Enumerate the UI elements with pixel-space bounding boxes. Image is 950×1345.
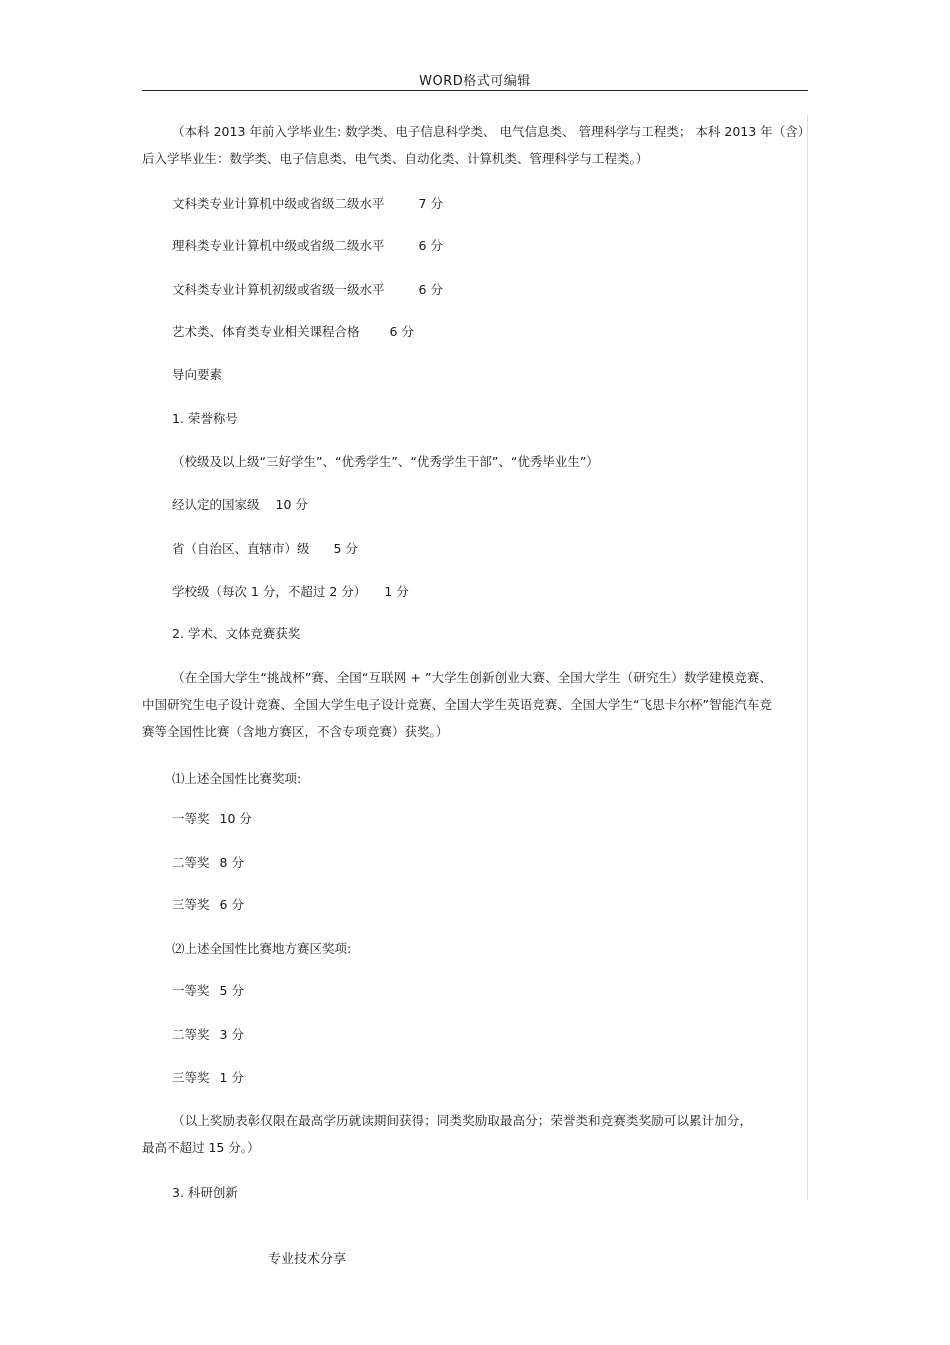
honor-school-label: 学校级（每次 1 分，不超过 2 分） [172, 584, 367, 599]
research-heading: 3. 科研创新 [172, 1185, 238, 1200]
computer-science-mid [172, 232, 443, 259]
honor-national-label: 经认定的国家级 [172, 497, 260, 512]
computer-liberal-basic [172, 276, 443, 303]
computer-liberal-mid-label: 文科类专业计算机中级或省级二级水平 [172, 196, 385, 211]
competition-national-second [172, 849, 244, 876]
computer-science-mid-label: 理科类专业计算机中级或省级二级水平 [172, 238, 385, 253]
award-score: 5 分 [219, 983, 244, 998]
competition-desc-paragraph [142, 664, 772, 745]
award-score: 10 分 [219, 811, 252, 826]
computer-arts-sports-label: 艺术类、体育类专业相关课程合格 [172, 324, 360, 339]
competition-national-first [172, 805, 252, 832]
honor-national [172, 491, 308, 518]
honor-provincial-label: 省（自治区、直辖市）级 [172, 541, 310, 556]
margin-line [807, 115, 808, 1200]
intro-paragraph [142, 118, 804, 172]
competition-heading: 2. 学术、文体竞赛获奖 [172, 626, 301, 641]
computer-arts-sports-score: 6 分 [389, 324, 414, 339]
honor-heading: 1. 荣誉称号 [172, 411, 238, 426]
competition-desc: （在全国大学生“挑战杯”赛、全国“互联网 + ”大学生创新创业大赛、全国大学生（研究生）数学建模竞赛、中国研究生电子设计竞赛、全国大学生电子设计竞赛、全国大学生英语竞赛、全国大学生“飞思卡尔杯”智能汽车竞赛等全国性比赛（含地方赛区，不含专项竞赛）获奖。） [142, 670, 772, 739]
award-label: 二等奖 [172, 1027, 210, 1042]
award-label: 一等奖 [172, 983, 210, 998]
award-score: 1 分 [219, 1070, 244, 1085]
competition-regional-title: ⑵上述全国性比赛地方赛区奖项: [172, 941, 352, 956]
computer-science-mid-score: 6 分 [418, 238, 443, 253]
award-score: 3 分 [219, 1027, 244, 1042]
competition-note: （以上奖励表彰仅限在最高学历就读期间获得；同类奖励取最高分；荣誉类和竞赛类奖励可以累计加分，最高不超过 15 分。） [142, 1113, 752, 1155]
honor-school-score: 1 分 [384, 584, 409, 599]
competition-regional-third [172, 1064, 244, 1091]
computer-liberal-mid-score: 7 分 [418, 196, 443, 211]
honor-national-score: 10 分 [275, 497, 308, 512]
guidance-title: 导向要素 [172, 367, 223, 382]
honor-provincial [172, 535, 358, 562]
competition-regional-first [172, 977, 244, 1004]
competition-regional-second [172, 1021, 244, 1048]
award-label: 二等奖 [172, 855, 210, 870]
award-score: 8 分 [219, 855, 244, 870]
competition-national-title: ⑴上述全国性比赛奖项: [172, 771, 302, 786]
competition-note-paragraph [142, 1107, 752, 1161]
intro-text: （本科 2013 年前入学毕业生: 数学类、电子信息科学类、 电气信息类、 管理科学与工程类； 本科 2013 年（含）后入学毕业生：数学类、电子信息类、电气类、自动化类、计算机类、管理科学与工程类。） [142, 124, 804, 166]
computer-arts-sports [172, 318, 414, 345]
award-label: 一等奖 [172, 811, 210, 826]
page-footer: 专业技术分享 [268, 1252, 347, 1267]
award-score: 6 分 [219, 897, 244, 912]
competition-national-third [172, 891, 244, 918]
header-rule [142, 90, 808, 91]
computer-liberal-mid [172, 190, 443, 217]
award-label: 三等奖 [172, 1070, 210, 1085]
computer-liberal-basic-score: 6 分 [418, 282, 443, 297]
honor-school [172, 578, 409, 605]
page-header: WORD格式可编辑 [419, 74, 531, 89]
computer-liberal-basic-label: 文科类专业计算机初级或省级一级水平 [172, 282, 385, 297]
honor-provincial-score: 5 分 [333, 541, 358, 556]
award-label: 三等奖 [172, 897, 210, 912]
honor-note: （校级及以上级“三好学生”、“优秀学生”、“优秀学生干部”、“优秀毕业生”） [172, 454, 599, 469]
